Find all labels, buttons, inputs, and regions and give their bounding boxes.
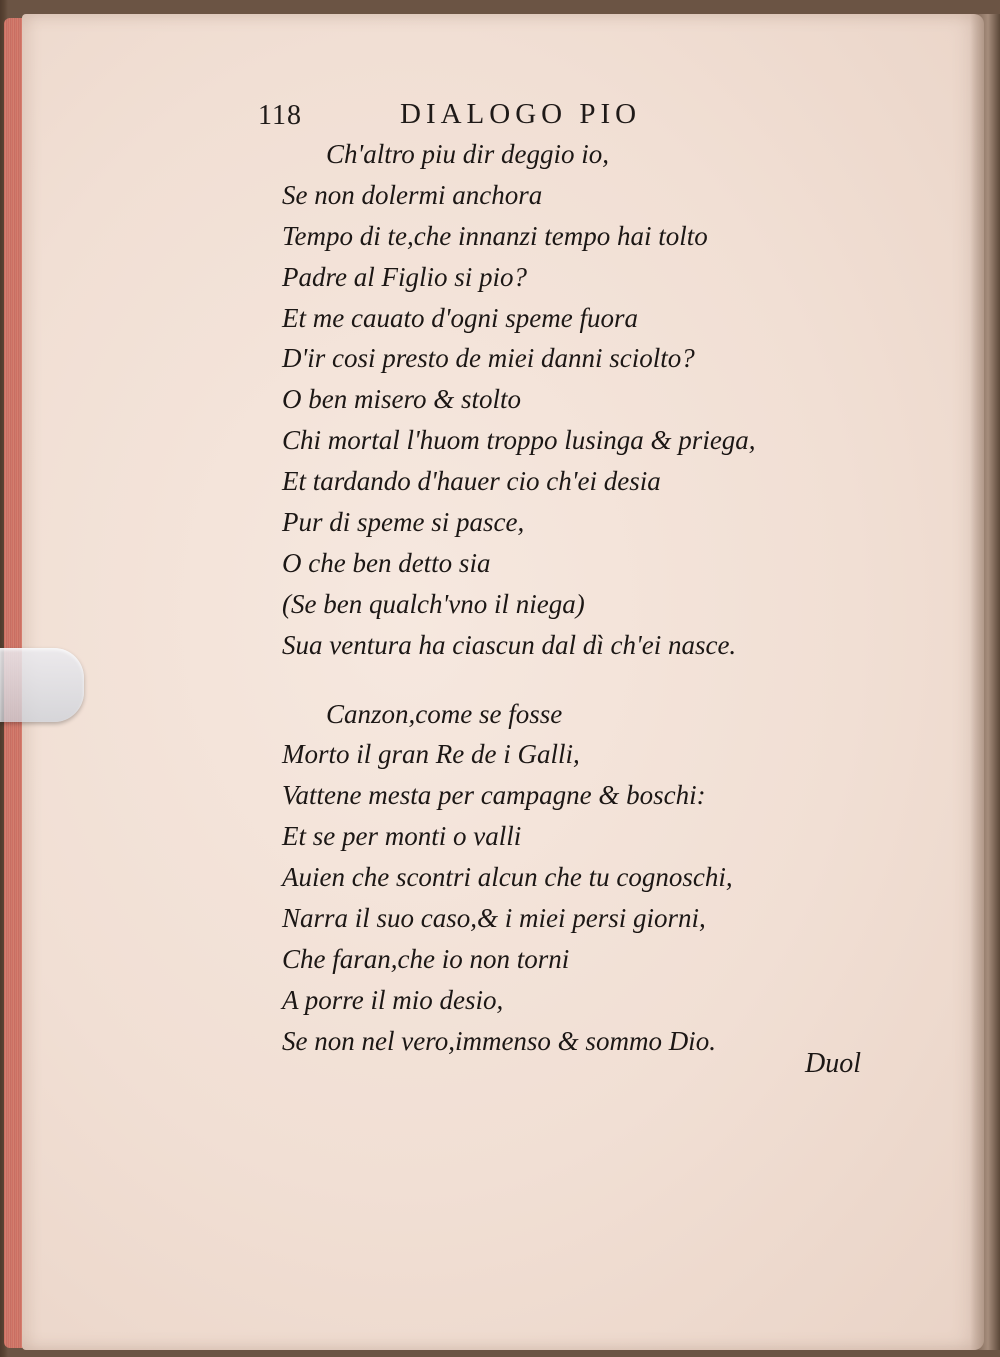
envoi-line: Et se per monti o valli — [282, 821, 522, 852]
page-header — [258, 98, 738, 134]
verse-line: Et tardando d'hauer cio ch'ei desia — [282, 466, 661, 497]
verse-line: O ben misero & stolto — [282, 384, 521, 415]
book-clip — [0, 648, 84, 722]
stanza-gap — [282, 666, 922, 694]
envoi-line: Narra il suo caso,& i miei persi giorni, — [282, 903, 706, 934]
envoi-line: A porre il mio desio, — [282, 984, 504, 1015]
gutter-shadow — [970, 14, 1000, 1350]
verse-line: Chi mortal l'huom troppo lusinga & priega, — [282, 425, 756, 456]
catchword: Duol — [805, 1048, 861, 1079]
verse-line: Sua ventura ha ciascun dal dì ch'ei nasce. — [282, 629, 737, 660]
verse-line: D'ir cosi presto de miei danni sciolto? — [282, 343, 695, 374]
running-title: DIALOGO PIO — [400, 98, 642, 130]
envoi-line: Auien che scontri alcun che tu cognoschi, — [282, 862, 733, 893]
envoi-line: Che faran,che io non torni — [282, 943, 570, 974]
envoi-line: Canzon,come se fosse — [326, 698, 563, 729]
envoi-line: Vattene mesta per campagne & boschi: — [282, 780, 706, 811]
verse-line: Padre al Figlio si pio? — [282, 261, 527, 292]
envoi-line: Se non nel vero,immenso & sommo Dio. — [282, 1025, 716, 1056]
poem-text — [282, 134, 922, 1062]
verse-line: Tempo di te,che innanzi tempo hai tolto — [282, 220, 708, 251]
page-number: 118 — [258, 100, 302, 131]
verse-line: Se non dolermi anchora — [282, 179, 543, 210]
verse-line: (Se ben qualch'vno il niega) — [282, 588, 585, 619]
verse-line: Pur di speme si pasce, — [282, 507, 525, 538]
envoi-line: Morto il gran Re de i Galli, — [282, 739, 580, 770]
verse-line: Et me cauato d'ogni speme fuora — [282, 302, 638, 333]
verse-line: Ch'altro piu dir deggio io, — [326, 139, 610, 169]
verse-line: O che ben detto sia — [282, 547, 491, 578]
